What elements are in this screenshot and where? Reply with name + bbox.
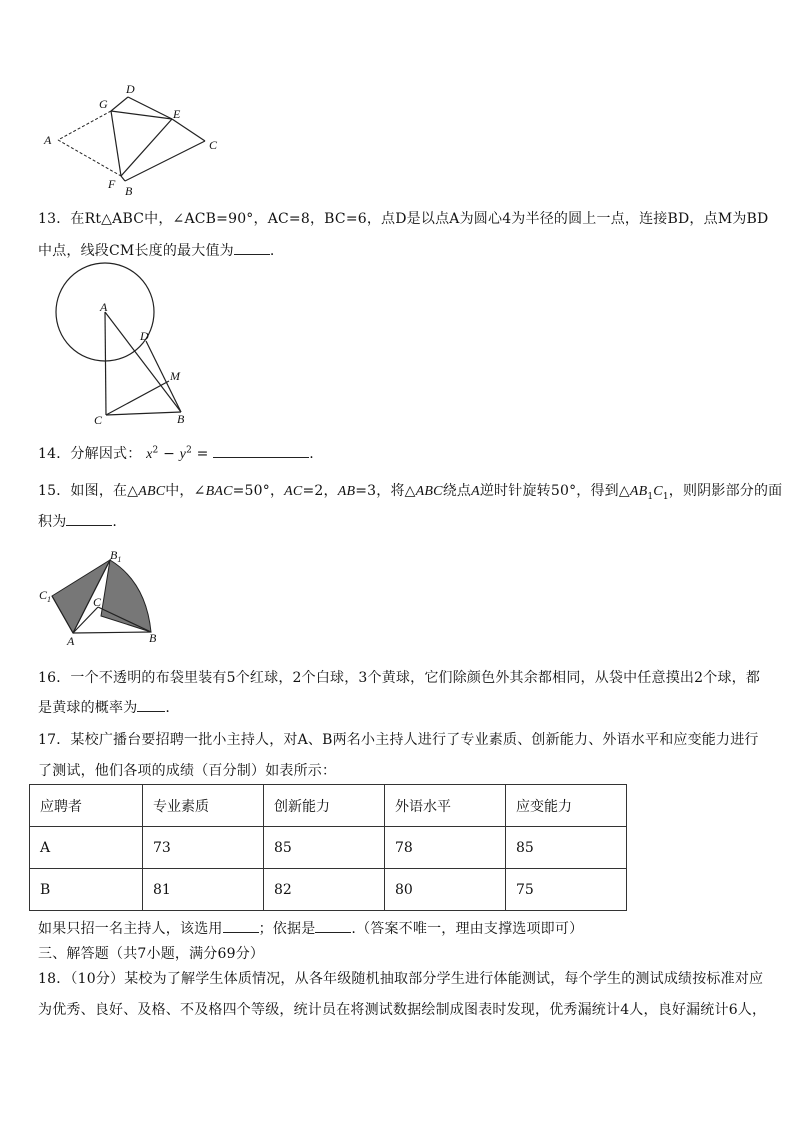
q15-c1: C [653, 484, 663, 499]
label-C: C [93, 595, 102, 609]
q15-ac: AC [284, 484, 303, 499]
label-G: G [99, 97, 108, 111]
table-cell: B [30, 869, 143, 911]
q14-x-exponent: 2 [152, 445, 159, 456]
q16-line2-end: . [165, 700, 171, 716]
q14-y-exponent: 2 [186, 445, 193, 456]
q15-bac: BAC [205, 484, 233, 499]
q15-answer-blank[interactable] [66, 513, 112, 526]
scores-table [29, 784, 627, 911]
q14-equals: = [192, 446, 214, 462]
label-A: A [44, 133, 52, 147]
q15-ab: AB [337, 484, 356, 499]
q15-line2 [38, 511, 117, 531]
q13-line2-end: . [269, 243, 275, 259]
label-C: C [94, 413, 103, 427]
q17-after-text: ；依据是 [258, 921, 316, 937]
shaded-region-left [52, 560, 110, 633]
segment-GF [111, 111, 121, 176]
section-heading: 三、解答题（共7小题，满分69分） [38, 946, 265, 962]
q17-reason-blank[interactable] [315, 920, 351, 933]
table-cell: A [30, 827, 143, 869]
table-header-row [30, 785, 627, 827]
q15-abc: ABC [138, 484, 166, 499]
label-B1: $B_1$ [110, 548, 122, 564]
table-cell: 75 [506, 869, 627, 911]
label-F: F [108, 177, 116, 191]
q15-text: =3，将△ [355, 483, 416, 499]
q14-x: x [146, 447, 153, 462]
figure-q12 [36, 78, 236, 198]
q13-line2 [38, 240, 275, 260]
table-header-cell: 创新能力 [264, 785, 385, 827]
q17-after-table [38, 918, 583, 938]
label-D: D [140, 329, 149, 343]
q15-text: =2， [302, 483, 338, 499]
table-header-cell: 应聘者 [30, 785, 143, 827]
q14-answer-blank[interactable] [213, 445, 309, 458]
segment-EC [172, 119, 205, 141]
table-row [30, 827, 627, 869]
q15-text: 15．如图，在△ [38, 483, 139, 499]
table-cell: 78 [385, 827, 506, 869]
q15-text: ，则阴影部分的面 [668, 483, 783, 499]
segment-CM [106, 381, 169, 415]
q15-ab1c1: AB [629, 484, 648, 499]
table-cell: 73 [143, 827, 264, 869]
table-cell: 85 [264, 827, 385, 869]
table-row [30, 869, 627, 911]
figure-q13 [50, 262, 200, 432]
segment-BF [121, 176, 125, 181]
segment-FE [121, 119, 172, 176]
q16-line2 [38, 697, 170, 717]
q15-line2-text: 积为 [38, 514, 67, 530]
q13-answer-blank[interactable] [234, 242, 270, 255]
q13-line1: 13．在Rt△ABC中，∠ACB=90°，AC=8，BC=6，点D是以点A为圆心4为半径的圆上一点，连接BD，点M为BD [38, 211, 769, 227]
segment-AB [73, 632, 151, 633]
label-M: M [170, 369, 180, 383]
q14-prefix: 14．分解因式： [38, 446, 142, 462]
label-A: A [100, 300, 108, 314]
q16-line1: 16．一个不透明的布袋里装有5个红球，2个白球，3个黄球，它们除颜色外其余都相同，从袋中任意摸出2个球，都 [38, 670, 761, 686]
q13-line2-text: 中点，线段CM长度的最大值为 [38, 243, 234, 259]
q17-line1: 17．某校广播台要招聘一批小主持人，对A、B两名小主持人进行了专业素质、创新能力、外语水平和应变能力进行 [38, 732, 759, 748]
label-C1: $C_1$ [39, 588, 52, 604]
label-C: C [209, 138, 218, 152]
table-cell: 81 [143, 869, 264, 911]
q15-line1 [38, 480, 782, 502]
table-cell: 85 [506, 827, 627, 869]
q16-answer-blank[interactable] [137, 699, 165, 712]
segment-GD [111, 97, 128, 111]
figure-q15 [36, 544, 176, 650]
q14-line [38, 443, 314, 463]
q15-a: A [471, 484, 480, 499]
q18-line1: 18．（10分）某校为了解学生体质情况，从各年级随机抽取部分学生进行体能测试，每个学生的测试成绩按标准对应 [38, 971, 764, 987]
label-B: B [149, 631, 157, 645]
q17-line2: 了测试，他们各项的成绩（百分制）如表所示： [38, 763, 337, 779]
shaded-region-sector [101, 560, 151, 632]
q15-text: =50°， [232, 483, 285, 499]
q14-minus: − [158, 446, 180, 462]
segment-GA [58, 111, 111, 140]
label-A: A [67, 634, 75, 648]
table-cell: 82 [264, 869, 385, 911]
table-cell: 80 [385, 869, 506, 911]
segment-AC [105, 312, 106, 415]
q16-line2-text: 是黄球的概率为 [38, 700, 138, 716]
q14-y: y [179, 447, 187, 462]
q14-end: . [309, 446, 314, 462]
q15-text: 绕点 [442, 483, 472, 499]
q15-abc: ABC [415, 484, 443, 499]
q15-text: 逆时针旋转50°，得到△ [479, 483, 630, 499]
q15-text: 中，∠ [165, 483, 206, 499]
label-B: B [177, 412, 185, 426]
table-header-cell: 应变能力 [506, 785, 627, 827]
table-header-cell: 专业素质 [143, 785, 264, 827]
segment-CB [125, 141, 205, 181]
q17-after-text: 如果只招一名主持人，该选用 [38, 921, 223, 937]
q15-subscript: 1 [662, 491, 669, 502]
q15-line2-end: . [112, 514, 118, 530]
segment-AB [105, 312, 181, 412]
segment-CB [106, 412, 181, 415]
q15-subscript: 1 [647, 491, 654, 502]
label-B: B [125, 184, 133, 198]
q17-after-text: .（答案不唯一，理由支撑选项即可） [351, 921, 584, 937]
q18-line2: 为优秀、良好、及格、不及格四个等级，统计员在将测试数据绘制成图表时发现，优秀漏统计4人，良好漏统计6人， [38, 1002, 767, 1018]
label-E: E [173, 107, 181, 121]
q17-choice-blank[interactable] [223, 920, 259, 933]
segment-AF [58, 140, 121, 176]
label-D: D [126, 82, 135, 96]
table-header-cell: 外语水平 [385, 785, 506, 827]
